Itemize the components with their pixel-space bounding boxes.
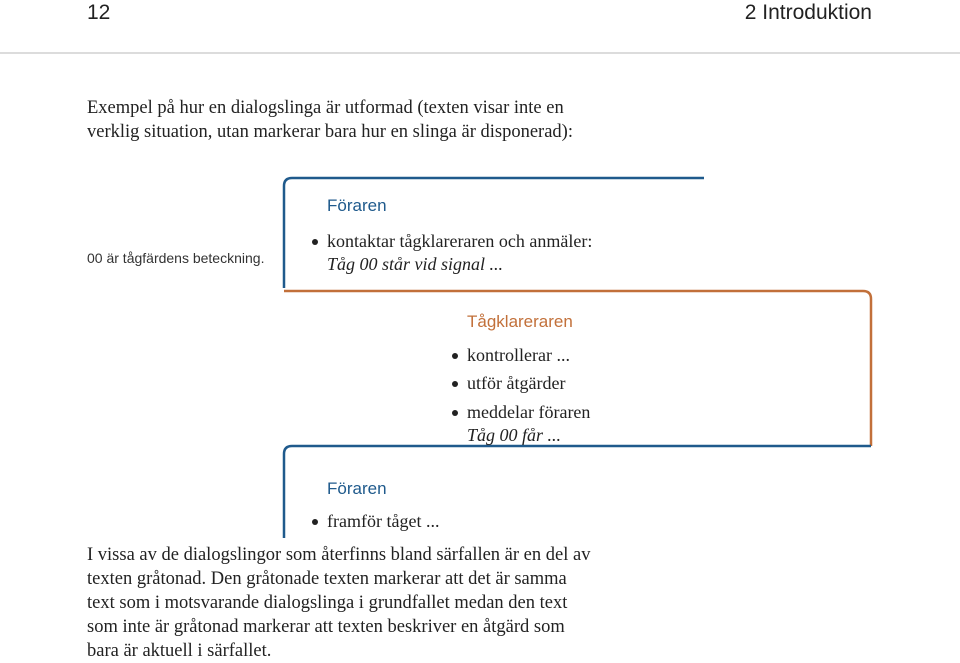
explanation-paragraph: I vissa av de dialogslingor som återfinns bland särfallen är en del av texten gråtonad. Den gråtonade texten markerar att det är samma text som i motsvarande dialogslinga i grundfallet medan den text som inte är gråtonad markerar att texten beskriver en åtgärd som bara är aktuell i särfallet. <box>87 545 591 661</box>
list-item: meddelar föraren <box>467 402 591 422</box>
side-note: 00 är tågfärdens beteckning. <box>87 250 265 266</box>
page-number: 12 <box>87 1 111 24</box>
list-item: kontrollerar ... <box>467 345 570 365</box>
speaker-dispatcher: Tågklareraren <box>467 312 573 331</box>
chapter-title: 2 Introduktion <box>744 1 872 24</box>
speaker-driver-1: Föraren <box>327 196 387 215</box>
driver-quote-1: Tåg 00 står vid signal ... <box>327 254 504 274</box>
speaker-driver-2: Föraren <box>327 479 387 498</box>
list-item: utför åtgärder <box>467 373 566 393</box>
dispatcher-quote: Tåg 00 får ... <box>467 425 562 445</box>
list-item: framför tåget ... <box>327 511 440 531</box>
intro-paragraph: Exempel på hur en dialogslinga är utformad (texten visar inte en verklig situation, utan markerar bara hur en slinga är disponerad): <box>87 98 573 142</box>
list-item: kontaktar tågklareraren och anmäler: <box>327 231 593 251</box>
